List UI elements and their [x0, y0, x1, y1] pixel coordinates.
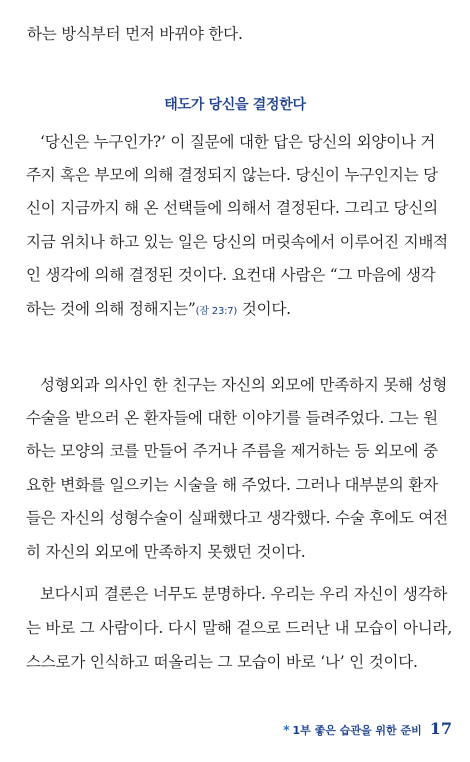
paragraph-1-line-6-text: 하는 것에 의해 정해지는” — [26, 300, 196, 318]
paragraph-2-line-5: 들은 자신의 성형수술이 실패했다고 생각했다. 수술 후에도 여전 — [26, 509, 448, 527]
paragraph-1-line-6-end: 것이다. — [237, 300, 291, 318]
paragraph-2-line-6: 히 자신의 외모에 만족하지 못했던 것이다. — [26, 543, 306, 561]
scripture-reference: (잠 23:7) — [195, 306, 238, 317]
footer-mark: * — [283, 723, 290, 737]
paragraph-3-line-3: 스스로가 인식하고 떠올리는 그 모습이 바로 ‘나’ 인 것이다. — [26, 653, 418, 671]
paragraph-2-line-4: 요한 변화를 일으키는 시술을 해 주었다. 그러나 대부분의 환자 — [26, 476, 438, 494]
body-text-line: 하는 방식부터 먼저 바뀌야 한다. — [27, 25, 243, 43]
page-footer — [283, 719, 452, 738]
paragraph-1-line-5: 인 생각에 의해 결정된 것이다. 요컨대 사람은 “그 마음에 생각 — [26, 266, 436, 284]
footer-section-title: 1부 좋은 습관을 위한 준비 — [292, 724, 422, 737]
paragraph-2-line-3: 하는 모양의 코를 만들어 주거나 주름을 제거하는 등 외모에 중 — [26, 442, 438, 460]
section-heading: 태도가 당신을 결정한다 — [164, 97, 306, 113]
paragraph-1-line-1: ‘당신은 누구인가?’ 이 질문에 대한 답은 당신의 외양이나 거 — [40, 133, 436, 151]
paragraph-1-line-4: 지금 위치나 하고 있는 일은 당신의 머릿속에서 이루어진 지배적 — [26, 233, 448, 251]
paragraph-1-line-3: 신이 지금까지 해 온 선택들에 의해서 결정된다. 그리고 당신의 — [26, 199, 438, 217]
page-number: 17 — [429, 719, 452, 738]
paragraph-3-line-1: 보다시피 결론은 너무도 분명하다. 우리는 우리 자신이 생각하 — [40, 585, 448, 603]
paragraph-2-line-1: 성형외과 의사인 한 친구는 자신의 외모에 만족하지 못해 성형 — [40, 376, 448, 394]
paragraph-1-line-6 — [26, 299, 470, 322]
paragraph-2-line-2: 수술을 받으러 온 환자들에 대한 이야기를 들려주었다. 그는 원 — [26, 409, 438, 427]
paragraph-1-line-2: 주지 혹은 부모에 의해 결정되지 않는다. 당신이 누구인지는 당 — [26, 166, 438, 184]
paragraph-3-line-2: 는 바로 그 사람이다. 다시 말해 겉으로 드러난 내 모습이 아니라, — [26, 619, 453, 637]
